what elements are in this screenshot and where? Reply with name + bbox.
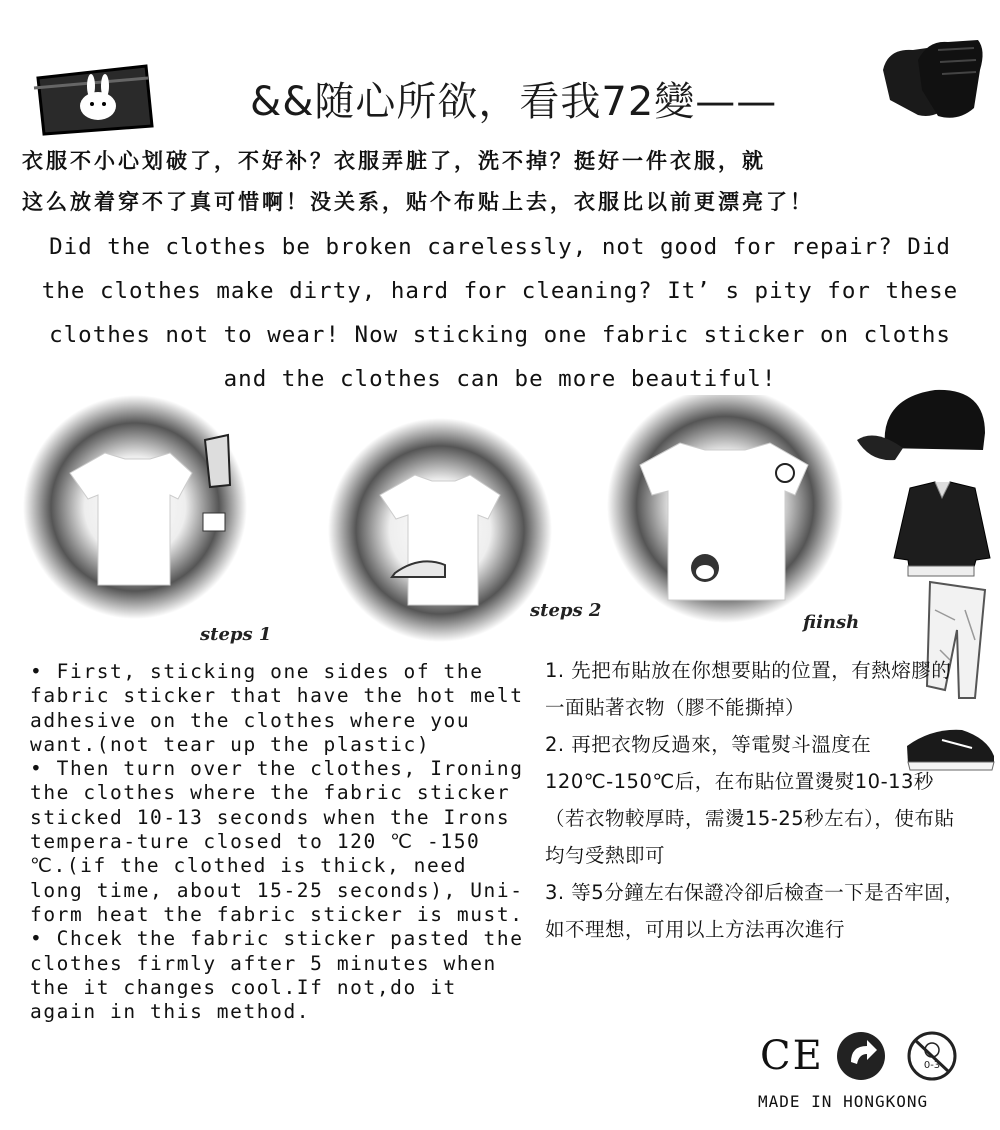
jacket-image — [890, 478, 995, 578]
steps-illustration — [0, 395, 900, 655]
intro-en-line: the clothes make dirty, hard for cleaning? It’ s pity for these — [41, 278, 959, 304]
step1-label: steps 1 — [200, 624, 272, 645]
intro-en — [20, 225, 980, 401]
intro-en-line: Did the clothes be broken carelessly, not good for repair? Did — [49, 234, 951, 260]
instruction-en-item: • Then turn over the clothes, Ironing the clothes where the fabric sticker sticked 10-13 seconds when the Irons tempera-ture closed to 120 ℃ -150 ℃.(if the clothed is thick, need long time, about 15-25 seconds), Uni-form heat the fabric sticker is must. — [30, 757, 524, 926]
step1-sticker-icon — [205, 435, 230, 487]
instruction-cn-item: 2. 再把衣物反過來，等電熨斗溫度在120℃-150℃后，在布貼位置燙熨10-13秒（若衣物較厚時，需燙15-25秒左右），使布貼均勻受熱即可 — [545, 733, 955, 867]
intro-cn-line-2: 这么放着穿不了真可惜啊！没关系，贴个布贴上去，衣服比以前更漂亮了！ — [22, 189, 814, 214]
instructions-cn — [545, 652, 965, 948]
step1-small-patch — [203, 513, 225, 531]
gloves-image — [878, 30, 988, 125]
page-title: &&随心所欲，看我72變—— — [250, 79, 778, 125]
age-warning-label: 0-3 — [923, 1060, 941, 1071]
intro-en-line: clothes not to wear! Now sticking one fabric sticker on cloths — [49, 322, 951, 348]
bag-patch-image — [28, 48, 158, 138]
step2-label: steps 2 — [530, 600, 602, 621]
instruction-cn-item: 1. 先把布貼放在你想要貼的位置，有熱熔膠的一面貼著衣物（膠不能撕掉） — [545, 659, 952, 719]
instruction-en-item: • Chcek the fabric sticker pasted the clothes firmly after 5 minutes when the it changes cool.If not,do it again in this method. — [30, 927, 524, 1024]
instruction-cn-item: 3. 等5分鐘左右保證冷卻后檢查一下是否牢固，如不理想，可用以上方法再次進行 — [545, 881, 965, 941]
instruction-en-item: • First, sticking one sides of the fabric sticker that have the hot melt adhesive on the clothes where you want.(not tear up the plastic) — [30, 660, 524, 756]
intro-en-line: and the clothes can be more beautiful! — [223, 366, 777, 392]
instructions-en — [30, 660, 530, 1024]
intro-cn-line-1: 衣服不小心划破了，不好补？衣服弄脏了，洗不掉？挺好一件衣服，就 — [22, 148, 766, 173]
finish-label: fiinsh — [803, 612, 860, 633]
made-in-label: MADE IN HONGKONG — [758, 1092, 929, 1111]
recycle-icon — [835, 1030, 887, 1082]
ce-mark: CE — [760, 1033, 824, 1079]
age-warning-icon — [906, 1030, 958, 1082]
